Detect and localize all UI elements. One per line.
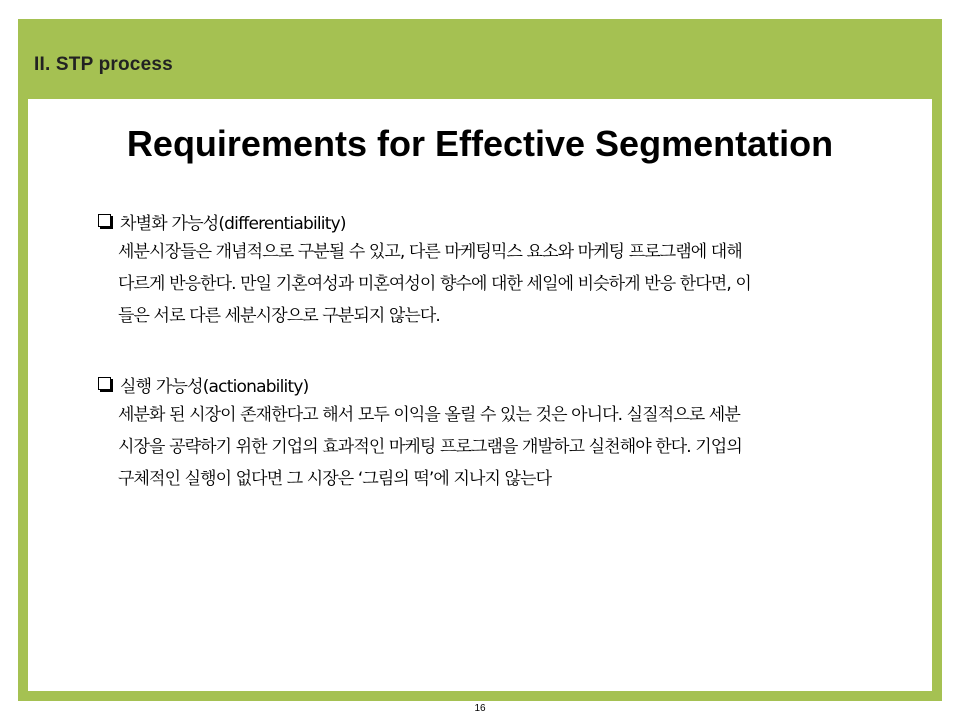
section-heading-text: 실행 가능성(actionability)	[120, 376, 309, 397]
section-actionability	[98, 369, 898, 495]
body-line: 시장을 공략하기 위한 기업의 효과적인 마케팅 프로그램을 개발하고 실천해야 한다. 기업의	[118, 437, 742, 457]
section-differentiability	[98, 206, 898, 332]
body-line: 세분화 된 시장이 존재한다고 해서 모두 이익을 올릴 수 있는 것은 아니다. 실질적으로 세분	[118, 405, 740, 425]
checkbox-bullet-icon	[98, 377, 111, 390]
section-heading	[98, 369, 898, 399]
body-line: 구체적인 실행이 없다면 그 시장은 ‘그림의 떡’에 지나지 않는다	[118, 469, 552, 489]
section-heading	[98, 206, 898, 236]
checkbox-bullet-icon	[98, 214, 111, 227]
page-number: 16	[474, 703, 486, 714]
body-line: 세분시장들은 개념적으로 구분될 수 있고, 다른 마케팅믹스 요소와 마케팅 프로그램에 대해	[118, 242, 742, 262]
section-label: II. STP process	[34, 54, 173, 75]
section-heading-text: 차별화 가능성(differentiability)	[120, 213, 346, 234]
body-line: 다르게 반응한다. 만일 기혼여성과 미혼여성이 향수에 대한 세일에 비슷하게 반응 한다면, 이	[118, 274, 751, 294]
slide-title: Requirements for Effective Segmentation	[126, 123, 834, 164]
body-line: 들은 서로 다른 세분시장으로 구분되지 않는다.	[118, 306, 440, 326]
